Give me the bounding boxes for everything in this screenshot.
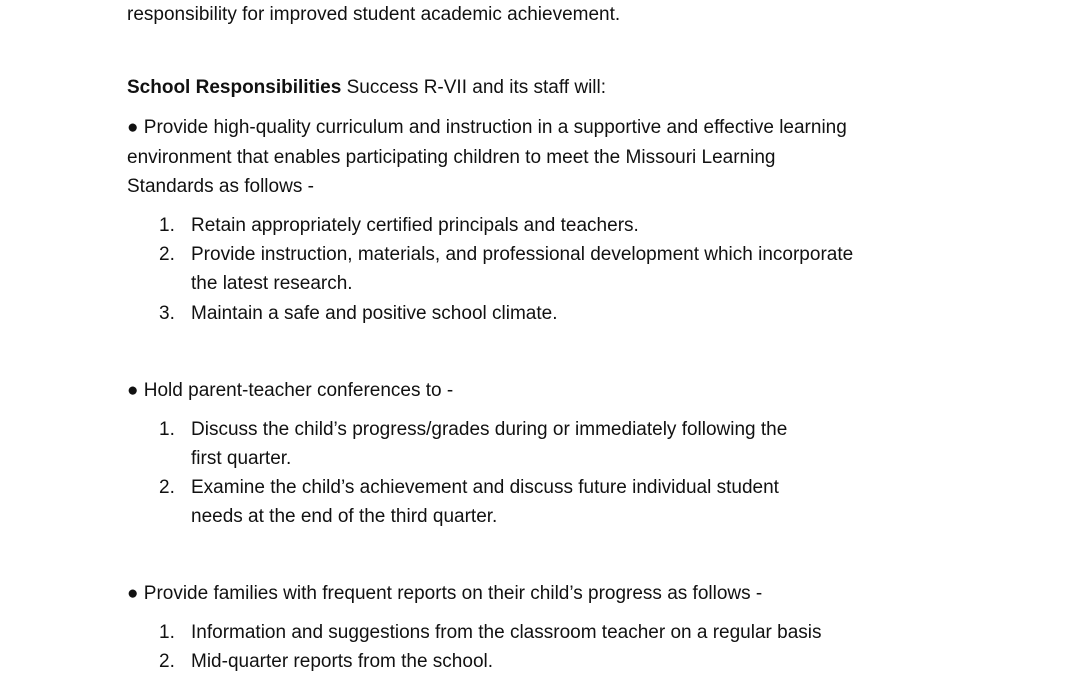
list-item-continuation: needs at the end of the third quarter. — [191, 506, 498, 527]
list-item-continuation: the latest research. — [191, 273, 353, 294]
list-item-number: 3. — [159, 303, 175, 324]
list-item: Maintain a safe and positive school climate. — [191, 303, 558, 324]
paragraph-line: Provide high-quality curriculum and instruction in a supportive and effective learning — [143, 117, 847, 138]
list-item: Provide instruction, materials, and professional development which incorporate — [191, 244, 854, 265]
list-item-number: 2. — [159, 244, 175, 265]
bullet-icon: ● — [127, 380, 139, 401]
list-item: Discuss the child’s progress/grades during or immediately following the — [191, 419, 788, 440]
list-item: Mid-quarter reports from the school. — [191, 651, 494, 672]
paragraph-line: Hold parent-teacher conferences to - — [143, 380, 454, 401]
bullet-paragraph-reports — [127, 582, 762, 606]
school-responsibilities-paragraph — [127, 76, 606, 100]
list-item: Retain appropriately certified principals and teachers. — [191, 215, 639, 236]
intro-last-line: responsibility for improved student academic achievement. — [127, 4, 621, 25]
list-item: Information and suggestions from the classroom teacher on a regular basis — [191, 622, 822, 643]
bullet-paragraph-curriculum — [127, 116, 847, 140]
list-item-number: 2. — [159, 651, 175, 672]
list-item-number: 2. — [159, 477, 175, 498]
list-item-number: 1. — [159, 419, 175, 440]
section-heading-suffix: Success R-VII and its staff will: — [341, 77, 607, 98]
list-item-continuation: first quarter. — [191, 448, 292, 469]
bullet-paragraph-conferences — [127, 379, 453, 403]
list-item-number: 1. — [159, 622, 175, 643]
bullet-icon: ● — [127, 117, 139, 138]
section-heading: School Responsibilities — [127, 77, 342, 98]
list-item-number: 1. — [159, 215, 175, 236]
list-item: Examine the child’s achievement and discuss future individual student — [191, 477, 779, 498]
paragraph-line: environment that enables participating children to meet the Missouri Learning — [127, 147, 776, 168]
paragraph-line: Provide families with frequent reports on their child’s progress as follows - — [143, 583, 763, 604]
paragraph-line: Standards as follows - — [127, 176, 314, 197]
bullet-icon: ● — [127, 583, 139, 604]
